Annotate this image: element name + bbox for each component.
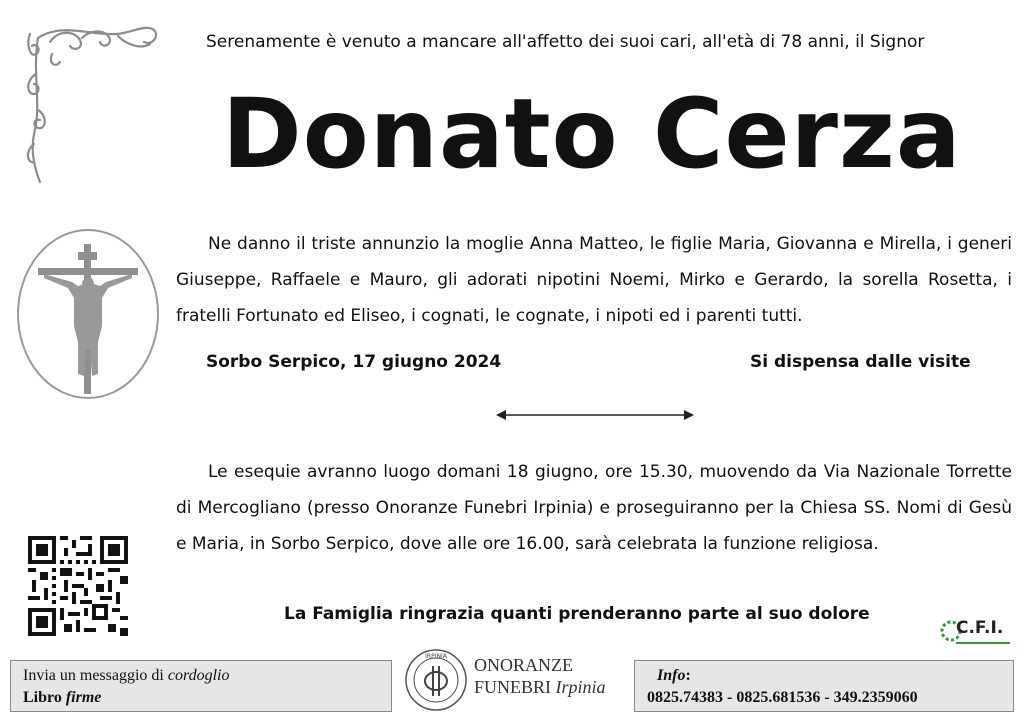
info-colon: : (685, 667, 691, 684)
guestbook-em: firme (65, 689, 102, 706)
double-arrow-icon (494, 405, 696, 425)
crucifix-icon (14, 226, 162, 402)
condolence-link[interactable] (23, 665, 379, 687)
guestbook-link[interactable] (23, 687, 379, 709)
info-box (634, 660, 1014, 712)
guestbook-text: Libro (23, 689, 66, 706)
cfi-label: C.F.I. (956, 618, 1004, 638)
funeral-paragraph: Le esequie avranno luogo domani 18 giugno, ore 15.30, muovendo da Via Nazionale Torrette di Mercogliano (presso Onoranze Funebri Irpinia) e proseguiranno per la Chiesa SS. Nomi di Gesù e Maria, in Sorbo Serpico, dove alle ore 16.00, sarà celebrata la funzione religiosa. (176, 462, 1012, 554)
deceased-name: Donato Cerza (222, 78, 962, 190)
condolence-em: cordoglio (167, 667, 230, 684)
agency-line2b: Irpinia (555, 677, 606, 697)
condolence-box[interactable] (10, 660, 392, 712)
family-thanks: La Famiglia ringrazia quanti prenderanno parte al suo dolore (284, 604, 870, 624)
info-label: Info (657, 667, 686, 684)
cfi-logo (940, 616, 1012, 652)
agency-logo-icon (404, 648, 468, 712)
logo-top-text: IRPINIA (425, 653, 447, 660)
intro-text: Serenamente è venuto a mancare all'affetto dei suoi cari, all'età di 78 anni, il Signor (206, 32, 925, 52)
condolence-text: Invia un messaggio di (23, 667, 168, 684)
no-visits-notice: Si dispensa dalle visite (750, 352, 971, 372)
corner-ornament-icon (22, 14, 162, 186)
place-date: Sorbo Serpico, 17 giugno 2024 (206, 352, 502, 372)
agency-line1: ONORANZE (474, 655, 573, 675)
cfi-underline (956, 642, 1010, 644)
announcement-paragraph: Ne danno il triste annunzio la moglie Anna Matteo, le figlie Maria, Giovanna e Mirella, i generi Giuseppe, Raffaele e Mauro, gli adorati nipotini Noemi, Mirko e Gerardo, la sorella Rosetta, i fratelli Fortunato ed Eliseo, i cognati, le cognate, i nipoti ed i parenti tutti. (176, 234, 1012, 326)
agency-line2a: FUNEBRI (474, 677, 556, 697)
phone-numbers[interactable]: 0825.74383 - 0825.681536 - 349.2359060 (647, 689, 918, 706)
qr-code-icon[interactable] (28, 536, 128, 636)
agency-name (474, 654, 606, 698)
